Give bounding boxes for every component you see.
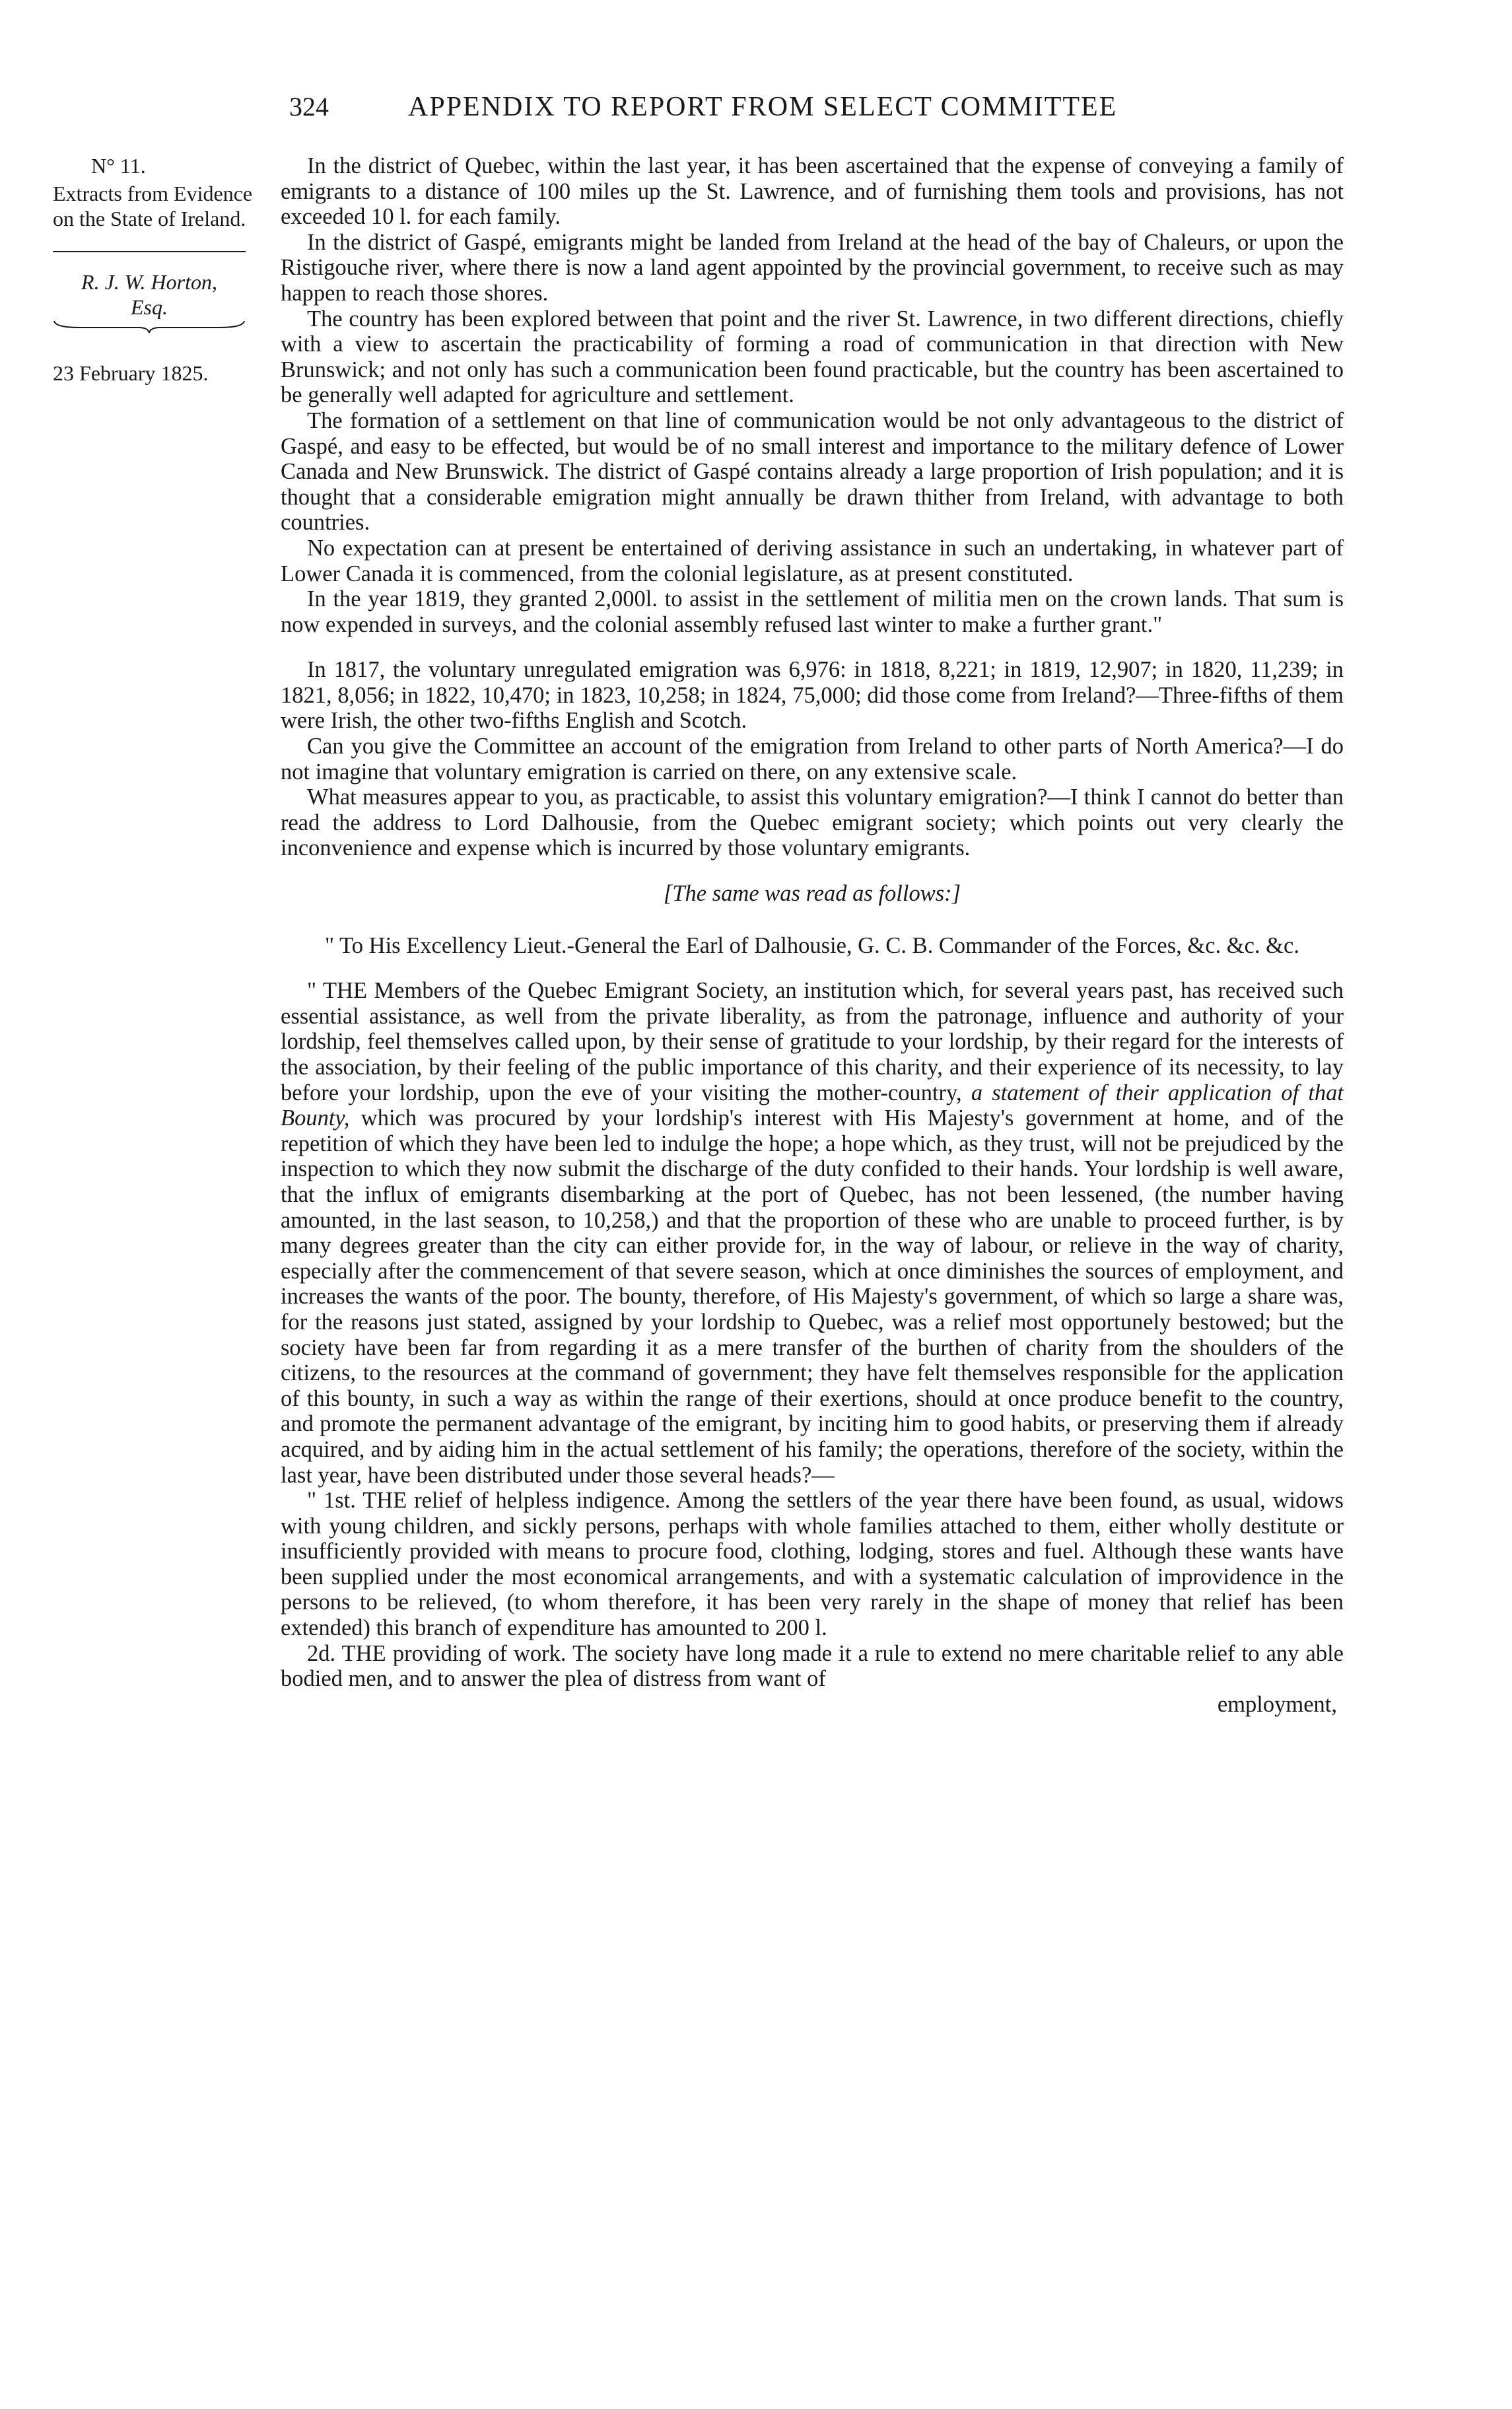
paragraph-text: " THE Members of the Quebec Emigrant Society, an institution which, for several years past, has received such essential assistance, as well from the private liberality, as from the patronage, influence and authority of your lordship, feel themselves called upon, by their sense of gratitude to your lordship, by their regard for the interests of the association, by their feeling of the public importance of this charity, and their experience of its necessity, to lay before your lordship, upon the eve of your visiting the mother-country,: [281, 978, 1344, 1105]
stage-direction: [The same was read as follows:]: [663, 881, 961, 907]
witness-title: Esq.: [131, 295, 168, 319]
paragraph: [281, 978, 1344, 1488]
address-heading: " To His Excellency Lieut.-General the Earl of Dalhousie, G. C. B. Commander of the Forces, &c. &c. &c.: [325, 932, 1299, 958]
brace-icon: [53, 320, 246, 334]
evidence-date: 23 February 1825.: [53, 361, 209, 385]
paragraph-text: which was procured by your lordship's interest with His Majesty's government at home, and of the repetition of which they have been led to indulge the hope; a hope which, as they trust, will not be prejudiced by the inspection to which they now submit the discharge of the duty confided to their hands. Your lordship is well aware, that the influx of emigrants disembarking at the port of Quebec, has not been lessened, (the number having amounted, in the last season, to 10,258,) and that the proportion of these who are unable to proceed further, is by many degrees greater than the city can either provide for, in the way of labour, or relieve in the way of charity, especially after the commencement of that severe season, which at once diminishes the sources of employment, and increases the wants of the poor. The bounty, therefore, of His Majesty's government, of which so large a share was, for the reasons just stated, assigned by your lordship to Quebec, was a relief most opportunely bestowed; but the society have been far from regarding it as a mere transfer of the burthen of charity from the shoulders of the citizens, to the resources at the command of government; they have felt themselves responsible for the application of this bounty, in such a way as within the range of their exertions, should at once produce benefit to the country, and promote the permanent advantage of the emigrant, by inciting him to good habits, or preserving them if already acquired, and by aiding him in the actual settlement of his family; the operations, therefore of the society, within the last year, have been distributed under those several heads?—: [281, 1105, 1344, 1488]
paragraph: What measures appear to you, as practicable, to assist this voluntary emigration?—I think I cannot do better than read the address to Lord Dalhousie, from the Quebec emigrant society; which points out very clearly the inconvenience and expense which is incurred by those voluntary emigrants.: [281, 785, 1344, 861]
page-number: 324: [289, 92, 329, 122]
witness-name: R. J. W. Horton,: [81, 270, 217, 294]
page-header: [0, 91, 1512, 137]
running-head: APPENDIX TO REPORT FROM SELECT COMMITTEE: [408, 92, 1118, 122]
italic-phrase: a statement of their application of that Bounty,: [281, 1080, 1344, 1131]
paragraph: No expectation can at present be entertained of deriving assistance in such an undertaking, in whatever part of Lower Canada it is commenced, from the colonial legislature, as at present constituted.: [281, 535, 1344, 586]
main-text: [281, 153, 1344, 1717]
paragraph: The country has been explored between that point and the river St. Lawrence, in two different directions, chiefly with a view to ascertain the practicability of forming a road of communication in that direction with New Brunswick; and not only has such a communication been found practicable, but the country has been ascertained to be generally well adapted for agriculture and settlement.: [281, 306, 1344, 408]
section-number: N° 11.: [91, 154, 146, 178]
paragraph: The formation of a settlement on that line of communication would be not only advantageous to the district of Gaspé, and easy to be effected, but would be of no small interest and importance to the military defence of Lower Canada and New Brunswick. The district of Gaspé contains already a large proportion of Irish population; and it is thought that a considerable emigration might annually be drawn thither from Ireland, with advantage to both countries.: [281, 407, 1344, 536]
paragraph: In the year 1819, they granted 2,000l. to assist in the settlement of militia men on the crown lands. That sum is now expended in surveys, and the colonial assembly refused last winter to make a further grant.": [281, 586, 1344, 637]
paragraph: In 1817, the voluntary unregulated emigration was 6,976: in 1818, 8,221; in 1819, 12,907; in 1820, 11,239; in 1821, 8,056; in 1822, 10,470; in 1823, 10,258; in 1824, 75,000; did those come from Ireland?—Three-fifths of them were Irish, the other two-fifths English and Scotch.: [281, 657, 1344, 734]
margin-note-text: Extracts from Evidence on the State of Ireland.: [53, 182, 253, 230]
margin-rule: [53, 251, 246, 252]
paragraph: Can you give the Committee an account of the emigration from Ireland to other parts of North America?—I do not imagine that voluntary emigration is carried on there, on any extensive scale.: [281, 734, 1344, 785]
paragraph: " 1st. THE relief of helpless indigence. Among the settlers of the year there have been found, as usual, widows with young children, and sickly persons, perhaps with whole families attached to them, either wholly destitute or insufficiently provided with means to procure food, clothing, lodging, stores and fuel. Although these wants have been supplied under the most economical arrangements, and with a systematic calculation of improvidence in the persons to be relieved, (to whom therefore, it has been very rarely in the shape of money that relief has been extended) this branch of expenditure has amounted to 200 l.: [281, 1488, 1344, 1641]
margin-note: [53, 153, 264, 386]
paragraph: 2d. THE providing of work. The society have long made it a rule to extend no mere charitable relief to any able bodied men, and to answer the plea of distress from want of: [281, 1640, 1344, 1692]
catchword: employment,: [1217, 1691, 1337, 1717]
paragraph: In the district of Gaspé, emigrants might be landed from Ireland at the head of the bay of Chaleurs, or upon the Ristigouche river, where there is now a land agent appointed by the provincial government, to receive such as may happen to reach those shores.: [281, 229, 1344, 306]
paragraph: In the district of Quebec, within the last year, it has been ascertained that the expense of conveying a family of emigrants to a distance of 100 miles up the St. Lawrence, and of furnishing them tools and provisions, has not exceeded 10 l. for each family.: [281, 153, 1344, 230]
